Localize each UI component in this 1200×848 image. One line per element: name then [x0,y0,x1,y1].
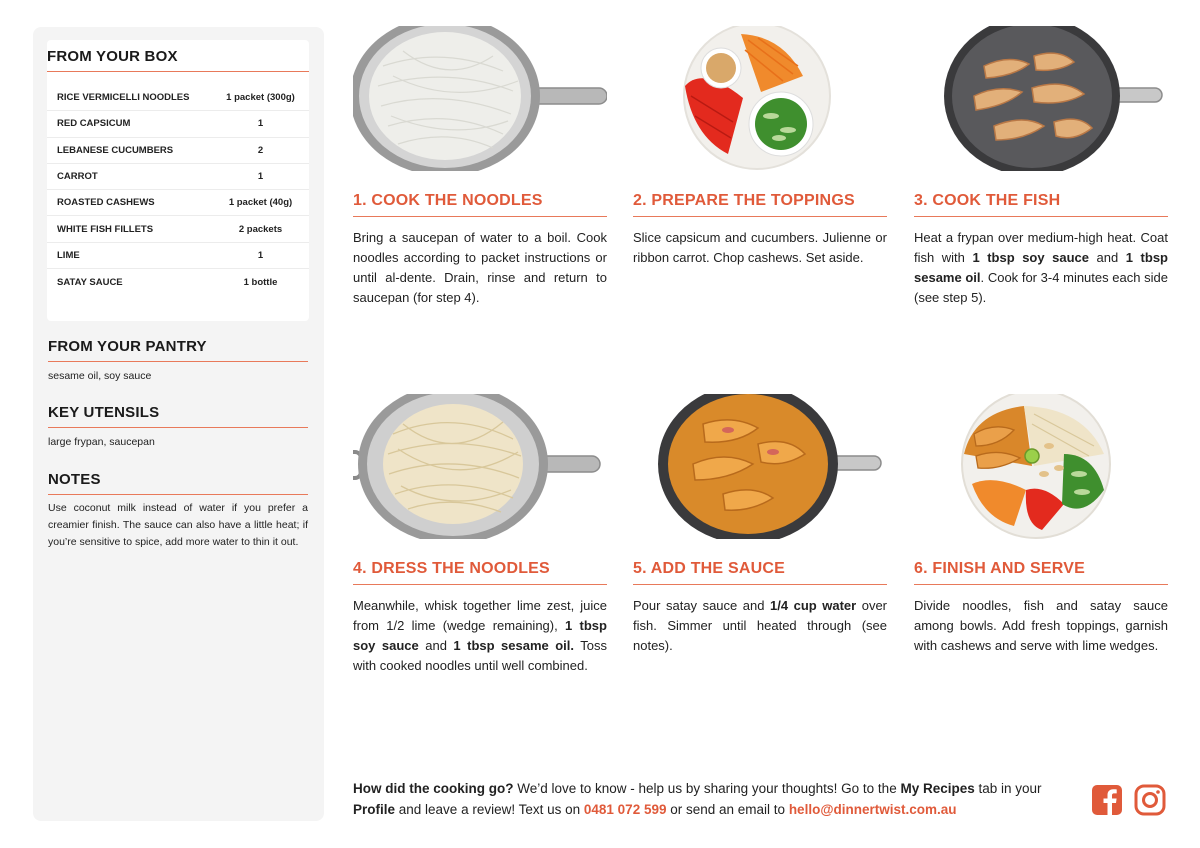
step-text-bold: 1 tbsp sesame oil [914,250,1168,285]
ingredient-name: RED CAPSICUM [57,118,131,130]
step-text: Toss with cooked noodles until well combined. [353,638,607,673]
step-body [633,228,887,268]
step-body [914,228,1168,308]
notes-title: NOTES [48,471,101,488]
notes-text: Use coconut milk instead of water if you prefer a creamier finish. The sauce can also have a little heat; if you’re sensitive to spice, add more water to thin it out. [48,502,308,548]
step-text: Meanwhile, whisk together lime zest, juice from 1/2 lime (wedge remaining), [353,598,607,633]
ingredient-qty: 1 packet (300g) [226,92,295,104]
satay-sauce-pan-photo [633,394,887,539]
step-title: 4. DRESS THE NOODLES [353,560,550,577]
ingredient-name: CARROT [57,171,98,183]
dressed-noodles-photo [353,394,607,539]
ingredients-table [47,85,309,295]
ingredient-row [47,243,309,269]
step-body [353,596,607,676]
step-rule [633,584,887,585]
from-box-rule [47,71,309,72]
step-title: 1. COOK THE NOODLES [353,192,543,209]
ingredient-row [47,85,309,111]
noodles-saucepan-photo [353,26,607,171]
step-text-bold: 1 tbsp soy sauce [972,250,1089,265]
step-text: Pour satay sauce and [633,598,770,613]
phone-number-link[interactable]: 0481 072 599 [583,802,667,817]
utensils-rule [48,427,308,428]
step-text: and [1089,250,1126,265]
step-rule [914,584,1168,585]
step-body [914,596,1168,656]
fish-frypan-photo [914,26,1168,171]
ingredient-name: ROASTED CASHEWS [57,197,155,209]
my-recipes-link[interactable]: My Recipes [900,781,975,796]
from-box-title: FROM YOUR BOX [47,48,178,65]
footer-question: How did the cooking go? [353,781,514,796]
step-rule [353,216,607,217]
step-rule [353,584,607,585]
utensils-title: KEY UTENSILS [48,404,160,421]
step-text: Divide noodles, fish and satay sauce among bowls. Add fresh toppings, garnish with cashews and serve with lime wedges. [914,598,1168,653]
ingredient-row [47,138,309,164]
utensils-text: large frypan, saucepan [48,436,155,448]
step-title: 3. COOK THE FISH [914,192,1061,209]
ingredient-qty: 1 [257,171,264,183]
step-text: . Cook for 3-4 minutes each side (see step 5). [914,270,1168,305]
step-text-bold: 1/4 cup water [770,598,857,613]
step-text: Heat a frypan over medium-high heat. Coat fish with [914,230,1168,265]
step-rule [914,216,1168,217]
step-text: Bring a saucepan of water to a boil. Cook noodles according to packet instructions or until al-dente. Drain, rinse and return to saucepan (for step 4). [353,230,607,305]
email-link[interactable]: hello@dinnertwist.com.au [788,802,957,817]
step-text-bold: 1 tbsp soy sauce [353,618,607,653]
footer-text: and leave a review! Text us on [395,802,584,817]
ingredient-row [47,216,309,242]
step-title: 5. ADD THE SAUCE [633,560,785,577]
ingredient-name: WHITE FISH FILLETS [57,223,154,235]
ingredient-row [47,164,309,190]
step-text: over fish. Simmer until heated through (see notes). [633,598,887,653]
step-text-bold: 1 tbsp sesame oil. [453,638,575,653]
ingredient-qty: 1 packet (40g) [228,197,293,209]
ingredient-qty: 2 packets [238,223,283,235]
ingredient-name: SATAY SAUCE [57,276,123,288]
footer-text: or send an email to [666,802,789,817]
step-title: 6. FINISH AND SERVE [914,560,1085,577]
ingredient-qty: 1 [257,118,264,130]
pantry-title: FROM YOUR PANTRY [48,338,207,355]
step-body [353,228,607,308]
finished-bowl-photo [914,394,1168,539]
ingredient-qty: 1 bottle [243,276,278,288]
step-text: Slice capsicum and cucumbers. Julienne or ribbon carrot. Chop cashews. Set aside. [633,230,887,265]
pantry-text: sesame oil, soy sauce [48,370,152,382]
step-text: and [418,638,454,653]
profile-link[interactable]: Profile [353,802,396,817]
footer-text: We’d love to know - help us by sharing your thoughts! Go to the [513,781,901,796]
notes-rule [48,494,308,495]
ingredient-name: LEBANESE CUCUMBERS [57,144,174,156]
step-rule [633,216,887,217]
ingredient-qty: 1 [257,249,264,261]
ingredient-row [47,111,309,137]
toppings-plate-photo [633,26,887,171]
step-title: 2. PREPARE THE TOPPINGS [633,192,855,209]
step-body [633,596,887,656]
instagram-icon[interactable] [1134,784,1166,816]
ingredient-name: RICE VERMICELLI NOODLES [57,92,190,104]
feedback-footer [353,778,1073,820]
footer-text: tab in your [974,781,1042,796]
ingredient-name: LIME [57,249,80,261]
ingredient-row [47,190,309,216]
ingredient-row [47,269,309,295]
facebook-icon[interactable] [1091,784,1123,816]
pantry-rule [48,361,308,362]
ingredient-qty: 2 [257,144,264,156]
